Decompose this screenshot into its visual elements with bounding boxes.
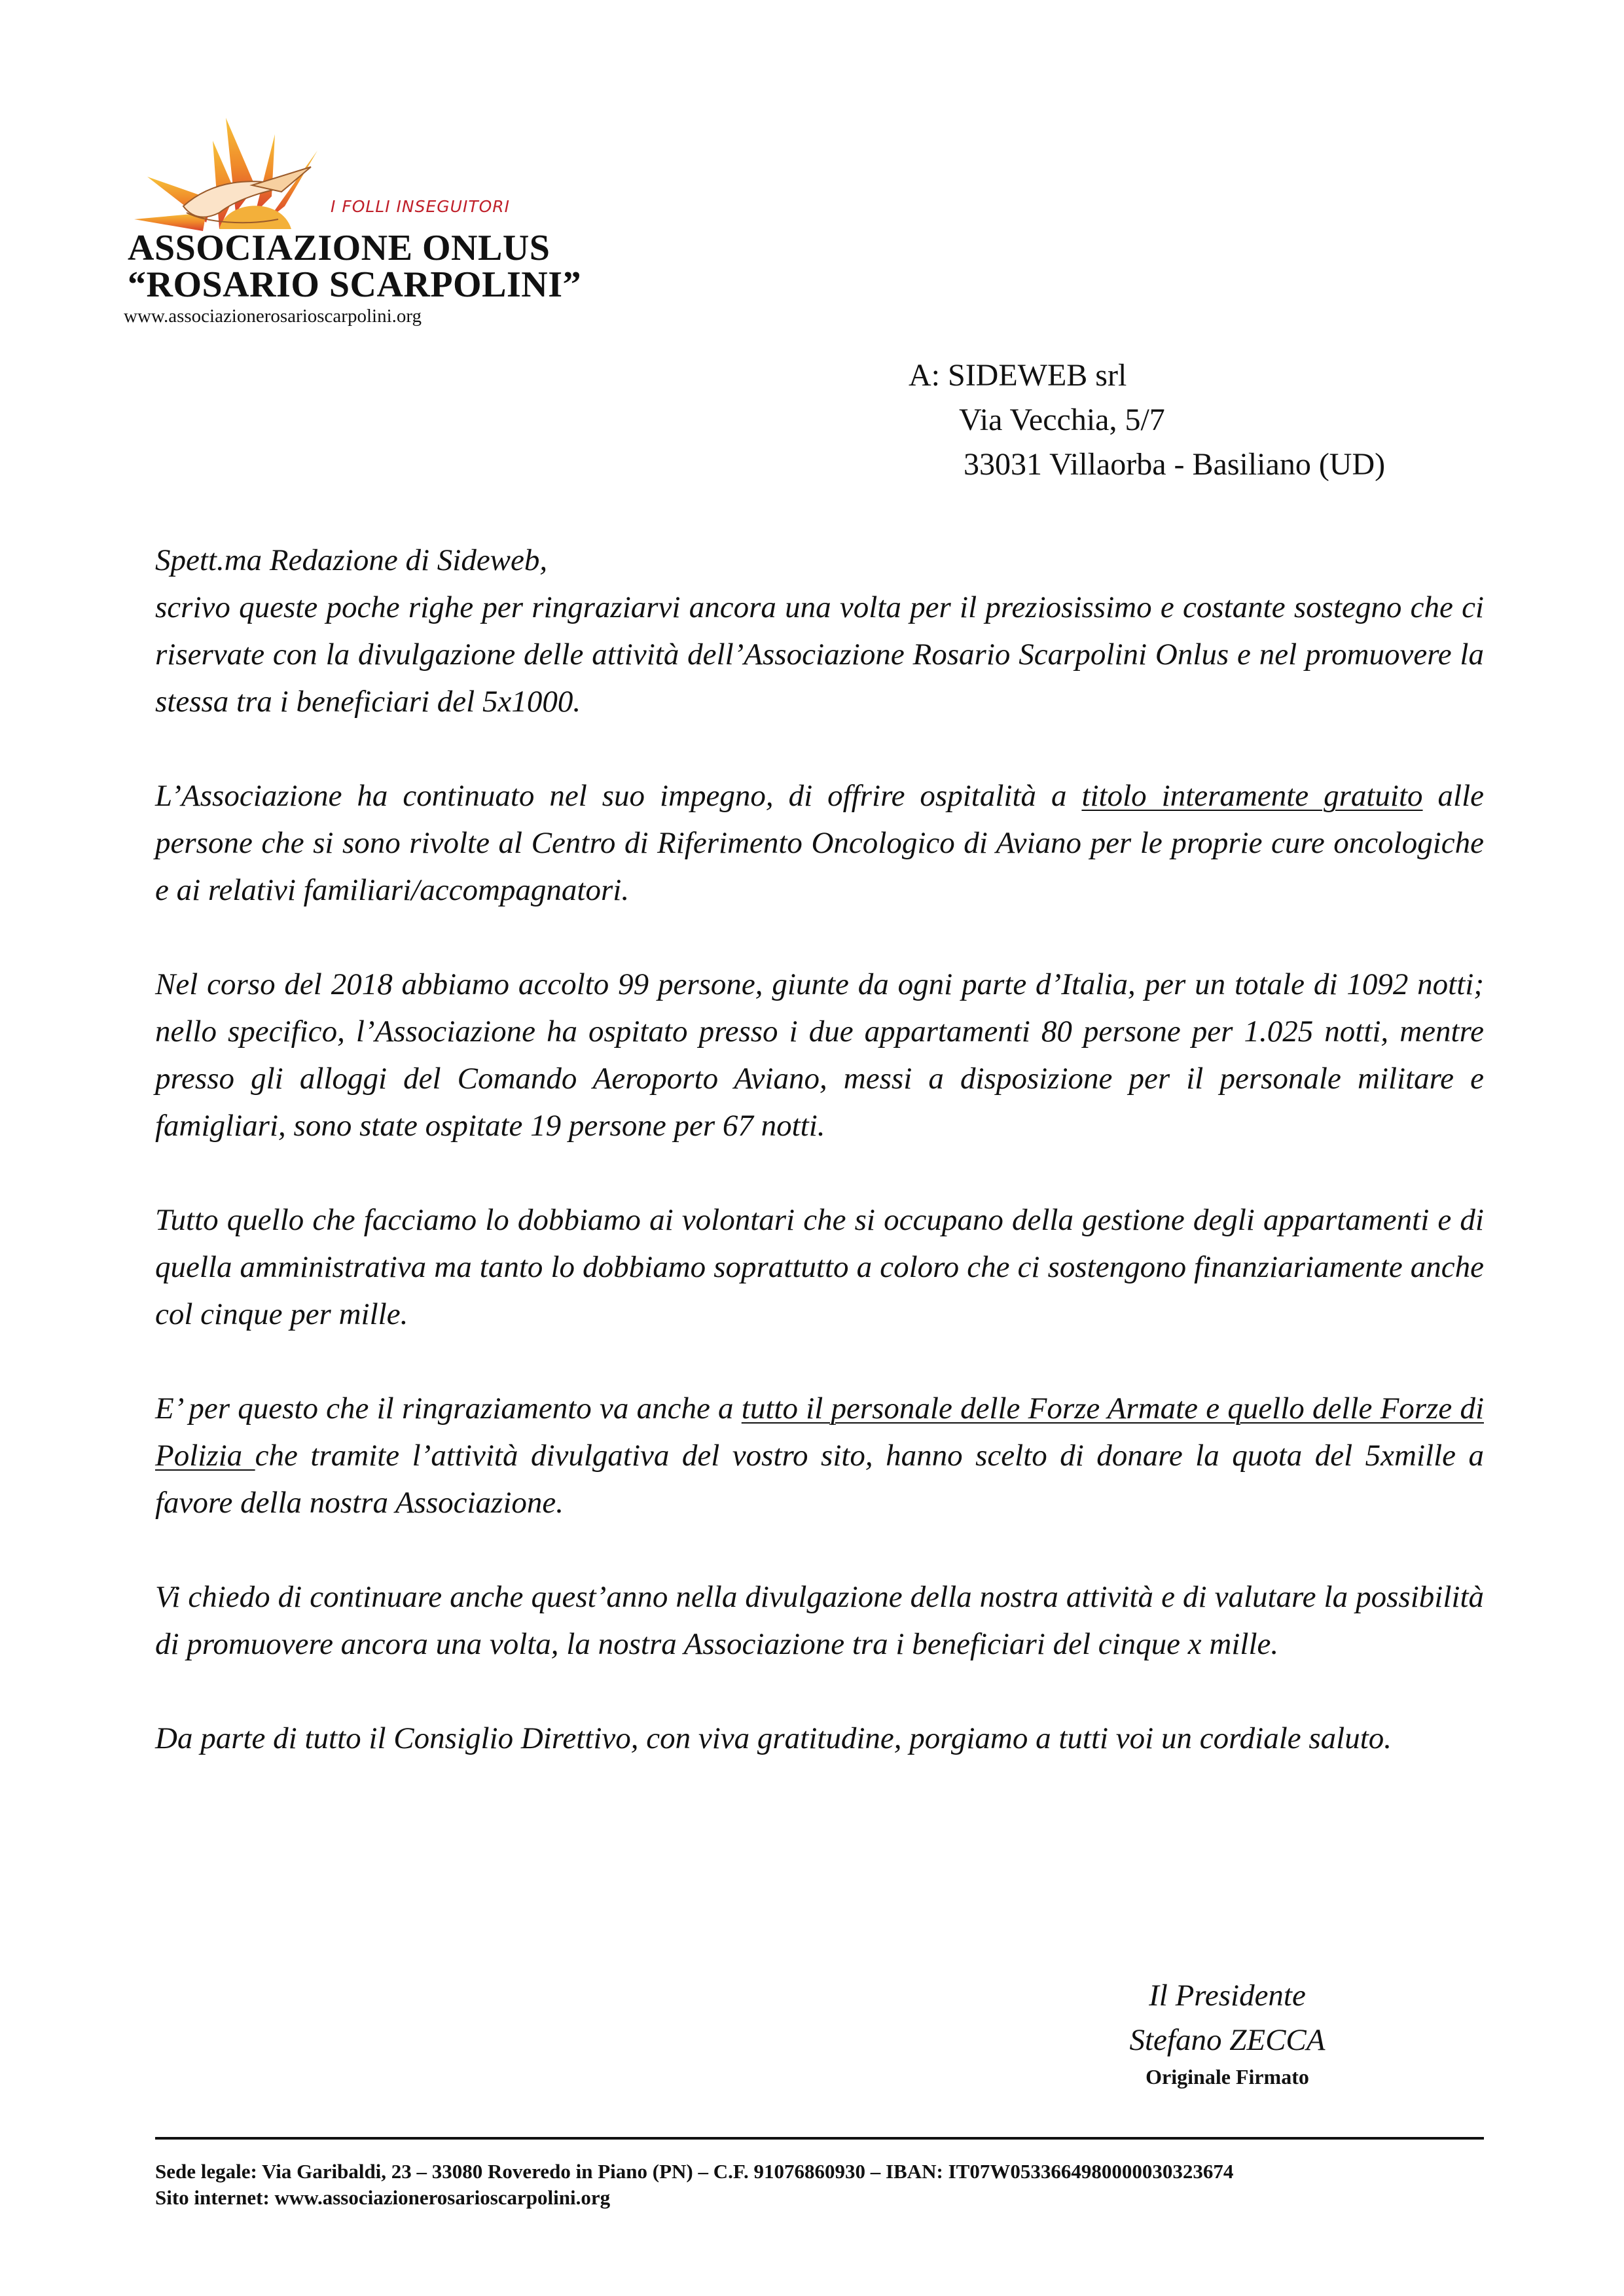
signature-note: Originale Firmato xyxy=(1146,2065,1309,2089)
paragraph-2-after: alle persone che si sono rivolte al Centro di Riferimento Oncologico di Aviano per le proprie cure oncologiche e ai relativi familiari/accompagnatori. xyxy=(155,779,1484,907)
footer-divider xyxy=(155,2137,1484,2140)
paragraph-intro xyxy=(155,537,1484,725)
paragraph-2 xyxy=(155,772,1484,914)
paragraph-1-text: scrivo queste poche righe per ringraziarvi ancora una volta per il preziosissimo e costante sostegno che ci riservate con la divulgazione delle attività dell’Associazione Rosario Scarpolini Onlus e nel promuovere la stessa tra i beneficiari del 5x1000. xyxy=(155,590,1484,719)
logo-tagline: I FOLLI INSEGUITORI xyxy=(331,197,511,216)
paragraph-5-before: E’ per questo che il ringraziamento va anche a xyxy=(155,1391,742,1426)
footer-legal-address: Sede legale: Via Garibaldi, 23 – 33080 Roveredo in Piano (PN) – C.F. 91076860930 – IBAN: IT07W0533664980000030323674 xyxy=(155,2160,1234,2183)
signature-block xyxy=(1093,1973,1362,2091)
paragraph-5-underlined: tutto il personale delle Forze Armate e quello delle Forze di Polizia xyxy=(155,1391,1484,1473)
paragraph-4: Tutto quello che facciamo lo dobbiamo ai volontari che si occupano della gestione degli appartamenti e di quella amministrativa ma tanto lo dobbiamo soprattutto a coloro che ci sostengono finanziariamente anche col cinque per mille. xyxy=(155,1203,1484,1331)
logo-title-line1: ASSOCIAZIONE ONLUS xyxy=(128,228,550,268)
footer-website: Sito internet: www.associazionerosarioscarpolini.org xyxy=(155,2186,611,2209)
logo-title-line2: “ROSARIO SCARPOLINI” xyxy=(128,264,581,305)
signature-title: Il Presidente xyxy=(1149,1979,1306,2013)
recipient-address xyxy=(909,353,1385,487)
paragraph-2-before: L’Associazione ha continuato nel suo impegno, di offrire ospitalità a xyxy=(155,779,1082,813)
association-logo xyxy=(121,115,581,331)
recipient-line-1: A: SIDEWEB srl xyxy=(909,358,1127,393)
paragraph-3: Nel corso del 2018 abbiamo accolto 99 persone, giunte da ogni parte d’Italia, per un totale di 1092 notti; nello specifico, l’Associazione ha ospitato presso i due appartamenti 80 persone per 1.025 notti, mentre presso gli alloggi del Comando Aeroporto Aviano, messi a disposizione per il personale militare e famigliari, sono state ospitate 19 persone per 67 notti. xyxy=(155,967,1484,1143)
logo-website: www.associazionerosarioscarpolini.org xyxy=(124,306,422,327)
paragraph-6: Vi chiedo di continuare anche quest’anno nella divulgazione della nostra attività e di valutare la possibilità di promuovere ancora una volta, la nostra Associazione tra i beneficiari del cinque x mille. xyxy=(155,1580,1484,1661)
paragraph-5 xyxy=(155,1385,1484,1526)
footer xyxy=(155,2159,1233,2211)
recipient-line-3: 33031 Villaorba - Basiliano (UD) xyxy=(964,447,1386,482)
signature-name: Stefano ZECCA xyxy=(1129,2023,1326,2057)
salutation: Spett.ma Redazione di Sideweb, xyxy=(155,543,548,577)
paragraph-5-after: che tramite l’attività divulgativa del vostro sito, hanno scelto di donare la quota del 5xmille a favore della nostra Associazione. xyxy=(155,1439,1484,1520)
letter-body xyxy=(155,537,1484,1809)
recipient-line-2: Via Vecchia, 5/7 xyxy=(959,403,1165,437)
paragraph-2-underlined: titolo interamente gratuito xyxy=(1081,779,1423,813)
paragraph-7: Da parte di tutto il Consiglio Direttivo, con viva gratitudine, porgiamo a tutti voi un cordiale saluto. xyxy=(155,1721,1392,1755)
